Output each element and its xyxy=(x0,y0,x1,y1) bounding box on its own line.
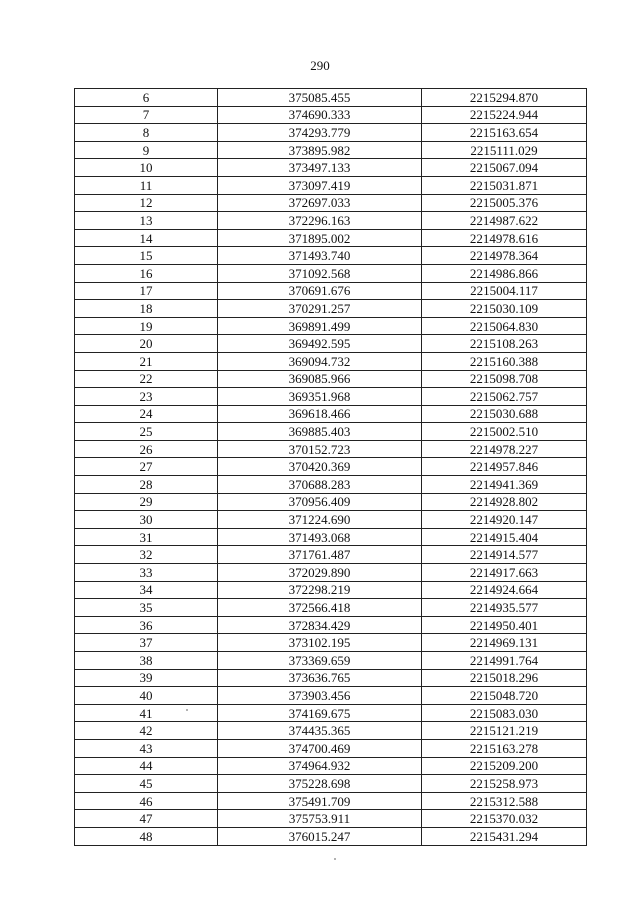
y-coordinate-cell: 2214950.401 xyxy=(422,616,587,634)
point-number-cell: 27 xyxy=(75,458,218,476)
x-coordinate-cell: 369085.966 xyxy=(218,370,422,388)
table-row xyxy=(75,176,587,194)
x-coordinate-cell: 373903.456 xyxy=(218,687,422,705)
x-coordinate-cell: 374169.675 xyxy=(218,704,422,722)
x-coordinate-cell: 370152.723 xyxy=(218,440,422,458)
point-number-cell: 43 xyxy=(75,739,218,757)
x-coordinate-cell: 375753.911 xyxy=(218,810,422,828)
point-number-cell: 18 xyxy=(75,300,218,318)
point-number-cell: 10 xyxy=(75,159,218,177)
y-coordinate-cell: 2214978.227 xyxy=(422,440,587,458)
table-row xyxy=(75,212,587,230)
point-number-cell: 21 xyxy=(75,352,218,370)
table-row xyxy=(75,300,587,318)
table-row xyxy=(75,792,587,810)
table-row xyxy=(75,282,587,300)
y-coordinate-cell: 2215030.688 xyxy=(422,405,587,423)
y-coordinate-cell: 2215067.094 xyxy=(422,159,587,177)
y-coordinate-cell: 2215048.720 xyxy=(422,687,587,705)
x-coordinate-cell: 375085.455 xyxy=(218,89,422,107)
x-coordinate-cell: 370420.369 xyxy=(218,458,422,476)
y-coordinate-cell: 2215121.219 xyxy=(422,722,587,740)
table-row xyxy=(75,511,587,529)
x-coordinate-cell: 374964.932 xyxy=(218,757,422,775)
x-coordinate-cell: 369492.595 xyxy=(218,335,422,353)
y-coordinate-cell: 2215098.708 xyxy=(422,370,587,388)
x-coordinate-cell: 372834.429 xyxy=(218,616,422,634)
point-number-cell: 47 xyxy=(75,810,218,828)
point-number-cell: 44 xyxy=(75,757,218,775)
y-coordinate-cell: 2215062.757 xyxy=(422,388,587,406)
point-number-cell: 29 xyxy=(75,493,218,511)
table-row xyxy=(75,652,587,670)
x-coordinate-cell: 373369.659 xyxy=(218,652,422,670)
y-coordinate-cell: 2215258.973 xyxy=(422,775,587,793)
point-number-cell: 6 xyxy=(75,89,218,107)
point-number-cell: 14 xyxy=(75,229,218,247)
y-coordinate-cell: 2214928.802 xyxy=(422,493,587,511)
y-coordinate-cell: 2215004.117 xyxy=(422,282,587,300)
table-row xyxy=(75,405,587,423)
y-coordinate-cell: 2215111.029 xyxy=(422,141,587,159)
y-coordinate-cell: 2214978.364 xyxy=(422,247,587,265)
table-row xyxy=(75,440,587,458)
point-number-cell: 26 xyxy=(75,440,218,458)
y-coordinate-cell: 2214920.147 xyxy=(422,511,587,529)
x-coordinate-cell: 370291.257 xyxy=(218,300,422,318)
point-number-cell: 15 xyxy=(75,247,218,265)
point-number-cell: 46 xyxy=(75,792,218,810)
point-number-cell: 16 xyxy=(75,264,218,282)
table-row xyxy=(75,599,587,617)
point-number-cell: 40 xyxy=(75,687,218,705)
table-row xyxy=(75,423,587,441)
point-number-cell: 25 xyxy=(75,423,218,441)
x-coordinate-cell: 371493.068 xyxy=(218,528,422,546)
y-coordinate-cell: 2215209.200 xyxy=(422,757,587,775)
table-row xyxy=(75,564,587,582)
x-coordinate-cell: 373097.419 xyxy=(218,176,422,194)
point-number-cell: 28 xyxy=(75,476,218,494)
table-row xyxy=(75,476,587,494)
point-number-cell: 33 xyxy=(75,564,218,582)
point-number-cell: 19 xyxy=(75,317,218,335)
x-coordinate-cell: 373497.133 xyxy=(218,159,422,177)
table-row xyxy=(75,335,587,353)
table-row xyxy=(75,388,587,406)
x-coordinate-cell: 373102.195 xyxy=(218,634,422,652)
table-row xyxy=(75,528,587,546)
x-coordinate-cell: 375228.698 xyxy=(218,775,422,793)
x-coordinate-cell: 370956.409 xyxy=(218,493,422,511)
x-coordinate-cell: 371224.690 xyxy=(218,511,422,529)
table-row xyxy=(75,722,587,740)
coordinates-table xyxy=(74,88,587,846)
y-coordinate-cell: 2214978.616 xyxy=(422,229,587,247)
table-row xyxy=(75,687,587,705)
point-number-cell: 39 xyxy=(75,669,218,687)
x-coordinate-cell: 369885.403 xyxy=(218,423,422,441)
x-coordinate-cell: 371761.487 xyxy=(218,546,422,564)
scan-speck xyxy=(334,858,336,860)
point-number-cell: 36 xyxy=(75,616,218,634)
y-coordinate-cell: 2215312.588 xyxy=(422,792,587,810)
table-row xyxy=(75,247,587,265)
point-number-cell: 32 xyxy=(75,546,218,564)
x-coordinate-cell: 374700.469 xyxy=(218,739,422,757)
x-coordinate-cell: 372298.219 xyxy=(218,581,422,599)
y-coordinate-cell: 2215030.109 xyxy=(422,300,587,318)
table-row xyxy=(75,352,587,370)
table-row xyxy=(75,89,587,107)
x-coordinate-cell: 371895.002 xyxy=(218,229,422,247)
scan-speck xyxy=(186,709,188,711)
point-number-cell: 41 xyxy=(75,704,218,722)
table-row xyxy=(75,317,587,335)
x-coordinate-cell: 370688.283 xyxy=(218,476,422,494)
y-coordinate-cell: 2215031.871 xyxy=(422,176,587,194)
point-number-cell: 35 xyxy=(75,599,218,617)
point-number-cell: 37 xyxy=(75,634,218,652)
point-number-cell: 20 xyxy=(75,335,218,353)
table-row xyxy=(75,458,587,476)
x-coordinate-cell: 374690.333 xyxy=(218,106,422,124)
y-coordinate-cell: 2214941.369 xyxy=(422,476,587,494)
y-coordinate-cell: 2214917.663 xyxy=(422,564,587,582)
table-row xyxy=(75,493,587,511)
table-row xyxy=(75,546,587,564)
table-row xyxy=(75,264,587,282)
table-row xyxy=(75,669,587,687)
x-coordinate-cell: 371092.568 xyxy=(218,264,422,282)
table-row xyxy=(75,159,587,177)
point-number-cell: 48 xyxy=(75,827,218,845)
x-coordinate-cell: 374293.779 xyxy=(218,124,422,142)
x-coordinate-cell: 374435.365 xyxy=(218,722,422,740)
x-coordinate-cell: 376015.247 xyxy=(218,827,422,845)
table-row xyxy=(75,106,587,124)
table-row xyxy=(75,775,587,793)
table-row xyxy=(75,757,587,775)
point-number-cell: 24 xyxy=(75,405,218,423)
table-row xyxy=(75,827,587,845)
y-coordinate-cell: 2214924.664 xyxy=(422,581,587,599)
y-coordinate-cell: 2215163.654 xyxy=(422,124,587,142)
table-row xyxy=(75,739,587,757)
y-coordinate-cell: 2215160.388 xyxy=(422,352,587,370)
table-row xyxy=(75,581,587,599)
x-coordinate-cell: 370691.676 xyxy=(218,282,422,300)
y-coordinate-cell: 2215018.296 xyxy=(422,669,587,687)
x-coordinate-cell: 372296.163 xyxy=(218,212,422,230)
point-number-cell: 17 xyxy=(75,282,218,300)
point-number-cell: 34 xyxy=(75,581,218,599)
table-row xyxy=(75,124,587,142)
y-coordinate-cell: 2214915.404 xyxy=(422,528,587,546)
table-row xyxy=(75,810,587,828)
y-coordinate-cell: 2215002.510 xyxy=(422,423,587,441)
x-coordinate-cell: 373895.982 xyxy=(218,141,422,159)
y-coordinate-cell: 2214986.866 xyxy=(422,264,587,282)
x-coordinate-cell: 369094.732 xyxy=(218,352,422,370)
table-row xyxy=(75,704,587,722)
y-coordinate-cell: 2215064.830 xyxy=(422,317,587,335)
table-row xyxy=(75,229,587,247)
y-coordinate-cell: 2215294.870 xyxy=(422,89,587,107)
y-coordinate-cell: 2214969.131 xyxy=(422,634,587,652)
table-row xyxy=(75,194,587,212)
x-coordinate-cell: 369618.466 xyxy=(218,405,422,423)
y-coordinate-cell: 2215005.376 xyxy=(422,194,587,212)
x-coordinate-cell: 369891.499 xyxy=(218,317,422,335)
point-number-cell: 22 xyxy=(75,370,218,388)
y-coordinate-cell: 2215370.032 xyxy=(422,810,587,828)
x-coordinate-cell: 375491.709 xyxy=(218,792,422,810)
point-number-cell: 8 xyxy=(75,124,218,142)
y-coordinate-cell: 2214991.764 xyxy=(422,652,587,670)
y-coordinate-cell: 2214957.846 xyxy=(422,458,587,476)
table-row xyxy=(75,634,587,652)
y-coordinate-cell: 2215224.944 xyxy=(422,106,587,124)
point-number-cell: 11 xyxy=(75,176,218,194)
point-number-cell: 9 xyxy=(75,141,218,159)
y-coordinate-cell: 2215431.294 xyxy=(422,827,587,845)
point-number-cell: 31 xyxy=(75,528,218,546)
y-coordinate-cell: 2215163.278 xyxy=(422,739,587,757)
point-number-cell: 7 xyxy=(75,106,218,124)
point-number-cell: 12 xyxy=(75,194,218,212)
x-coordinate-cell: 372697.033 xyxy=(218,194,422,212)
table-row xyxy=(75,141,587,159)
x-coordinate-cell: 369351.968 xyxy=(218,388,422,406)
y-coordinate-cell: 2215108.263 xyxy=(422,335,587,353)
x-coordinate-cell: 372566.418 xyxy=(218,599,422,617)
point-number-cell: 38 xyxy=(75,652,218,670)
table-row xyxy=(75,370,587,388)
x-coordinate-cell: 371493.740 xyxy=(218,247,422,265)
table-row xyxy=(75,616,587,634)
y-coordinate-cell: 2214914.577 xyxy=(422,546,587,564)
y-coordinate-cell: 2214935.577 xyxy=(422,599,587,617)
table-body xyxy=(75,89,587,846)
y-coordinate-cell: 2215083.030 xyxy=(422,704,587,722)
point-number-cell: 45 xyxy=(75,775,218,793)
page-number: 290 xyxy=(310,58,330,73)
point-number-cell: 23 xyxy=(75,388,218,406)
x-coordinate-cell: 372029.890 xyxy=(218,564,422,582)
point-number-cell: 42 xyxy=(75,722,218,740)
x-coordinate-cell: 373636.765 xyxy=(218,669,422,687)
point-number-cell: 13 xyxy=(75,212,218,230)
point-number-cell: 30 xyxy=(75,511,218,529)
y-coordinate-cell: 2214987.622 xyxy=(422,212,587,230)
